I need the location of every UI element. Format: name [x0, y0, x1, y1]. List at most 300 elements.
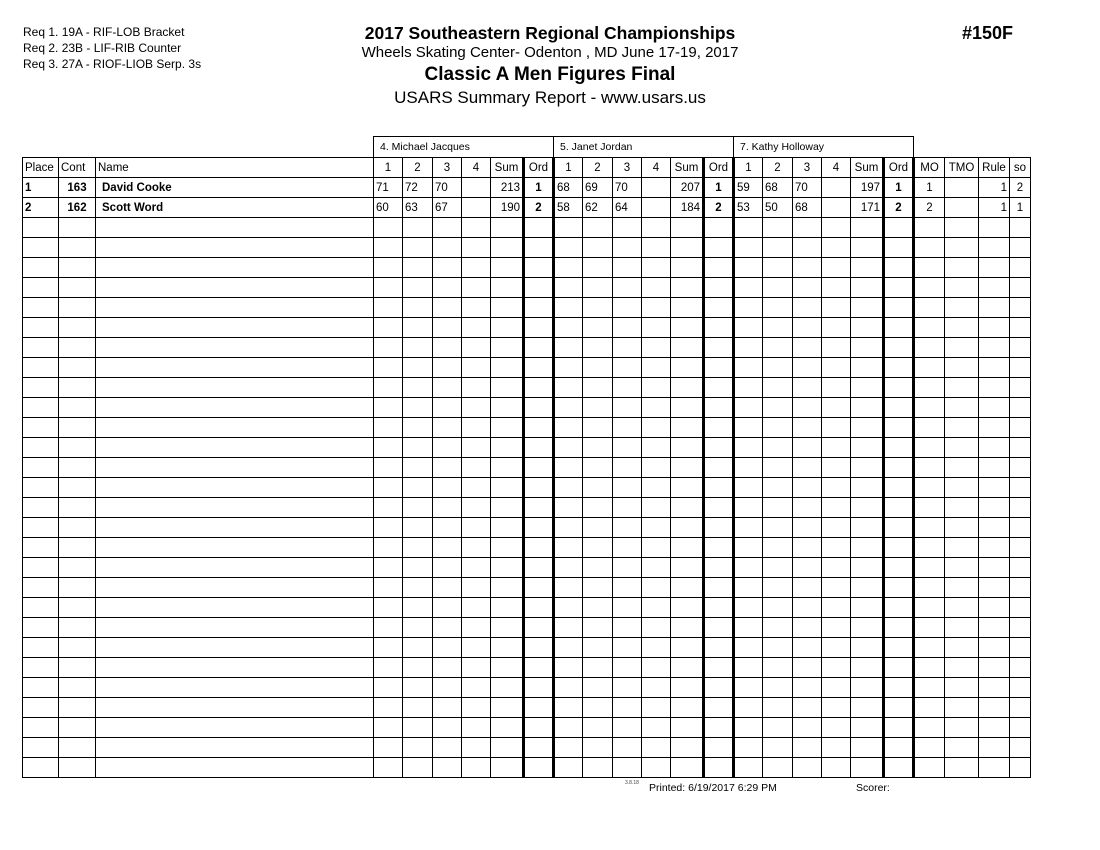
score-2-cell: [403, 658, 433, 678]
sum-cell: [491, 638, 524, 658]
so-cell: [1010, 498, 1031, 518]
score-2-cell: 63: [403, 198, 433, 218]
score-2-cell: [403, 318, 433, 338]
score-2-cell: [583, 478, 613, 498]
skater-name-cell: [96, 378, 374, 398]
judge-header-row: [23, 137, 1031, 158]
ordinal-cell: [884, 698, 914, 718]
score-3-cell: [793, 538, 822, 558]
score-1-cell: 58: [554, 198, 583, 218]
tmo-cell: [945, 658, 979, 678]
ordinal-cell: [524, 578, 554, 598]
cont-cell: [59, 678, 96, 698]
mo-cell: [914, 358, 945, 378]
skater-name-cell: [96, 278, 374, 298]
ordinal-cell: [524, 238, 554, 258]
score-3-cell: [433, 618, 462, 638]
score-4-cell: [642, 238, 671, 258]
ordinal-cell: [704, 578, 734, 598]
score-4-cell: [642, 718, 671, 738]
score-2-cell: [583, 298, 613, 318]
score-1-cell: [374, 318, 403, 338]
ordinal-cell: [704, 758, 734, 778]
score-4-cell: [642, 178, 671, 198]
ordinal-cell: 2: [524, 198, 554, 218]
sum-cell: [851, 218, 884, 238]
score-2-cell: [763, 558, 793, 578]
score-1-cell: [734, 698, 763, 718]
mo-cell: 2: [914, 198, 945, 218]
col-so: so: [1010, 158, 1031, 178]
score-2-cell: [583, 638, 613, 658]
col-mo: MO: [914, 158, 945, 178]
col-tmo: TMO: [945, 158, 979, 178]
judge-name: 4. Michael Jacques: [374, 137, 554, 158]
score-4-cell: [822, 478, 851, 498]
score-3-cell: [613, 218, 642, 238]
ordinal-cell: [704, 718, 734, 738]
score-2-cell: [583, 258, 613, 278]
so-cell: [1010, 358, 1031, 378]
mo-cell: [914, 458, 945, 478]
skater-name-cell: [96, 498, 374, 518]
sum-cell: [491, 558, 524, 578]
sum-cell: [851, 438, 884, 458]
mo-cell: [914, 718, 945, 738]
score-2-cell: [403, 398, 433, 418]
place-cell: [23, 458, 59, 478]
tmo-cell: [945, 178, 979, 198]
tmo-cell: [945, 438, 979, 458]
score-3-cell: [433, 338, 462, 358]
col-j2-s1: 1: [554, 158, 583, 178]
rule-cell: [979, 378, 1010, 398]
col-j2-ord: Ord: [704, 158, 734, 178]
ordinal-cell: [524, 598, 554, 618]
skater-name-cell: [96, 358, 374, 378]
tmo-cell: [945, 258, 979, 278]
cont-cell: [59, 298, 96, 318]
score-2-cell: [763, 418, 793, 438]
col-j1-ord: Ord: [524, 158, 554, 178]
score-3-cell: 70: [433, 178, 462, 198]
score-4-cell: [822, 218, 851, 238]
score-2-cell: [763, 758, 793, 778]
ordinal-cell: [884, 438, 914, 458]
cont-cell: [59, 698, 96, 718]
score-3-cell: [433, 458, 462, 478]
score-1-cell: [374, 638, 403, 658]
score-4-cell: [462, 638, 491, 658]
rule-cell: [979, 298, 1010, 318]
score-3-cell: [793, 498, 822, 518]
score-3-cell: [613, 398, 642, 418]
ordinal-cell: [524, 738, 554, 758]
rule-cell: [979, 538, 1010, 558]
rule-cell: [979, 478, 1010, 498]
score-4-cell: [462, 278, 491, 298]
col-j1-s3: 3: [433, 158, 462, 178]
score-4-cell: [822, 198, 851, 218]
sum-cell: [491, 278, 524, 298]
score-1-cell: [554, 358, 583, 378]
cont-cell: [59, 378, 96, 398]
mo-cell: [914, 258, 945, 278]
score-4-cell: [822, 298, 851, 318]
sum-cell: [851, 578, 884, 598]
mo-cell: [914, 218, 945, 238]
ordinal-cell: [704, 738, 734, 758]
score-1-cell: [374, 738, 403, 758]
score-4-cell: [822, 398, 851, 418]
cont-cell: [59, 258, 96, 278]
sum-cell: [491, 718, 524, 738]
score-2-cell: [583, 358, 613, 378]
score-3-cell: [613, 578, 642, 598]
score-4-cell: [462, 218, 491, 238]
so-cell: [1010, 538, 1031, 558]
empty-row: [23, 578, 1031, 598]
sum-cell: [671, 738, 704, 758]
ordinal-cell: [704, 358, 734, 378]
score-4-cell: [822, 378, 851, 398]
score-4-cell: [462, 718, 491, 738]
score-2-cell: [583, 658, 613, 678]
mo-cell: [914, 398, 945, 418]
tmo-cell: [945, 318, 979, 338]
score-2-cell: [763, 378, 793, 398]
score-4-cell: [462, 418, 491, 438]
score-3-cell: [613, 698, 642, 718]
score-1-cell: [374, 438, 403, 458]
ordinal-cell: [524, 518, 554, 538]
score-2-cell: [403, 258, 433, 278]
score-2-cell: [403, 698, 433, 718]
so-cell: [1010, 378, 1031, 398]
skater-name-cell: [96, 758, 374, 778]
score-2-cell: [403, 458, 433, 478]
score-1-cell: [374, 538, 403, 558]
place-cell: [23, 358, 59, 378]
sum-cell: [851, 458, 884, 478]
sum-cell: [851, 398, 884, 418]
ordinal-cell: [884, 578, 914, 598]
score-4-cell: [462, 318, 491, 338]
empty-row: [23, 398, 1031, 418]
sum-cell: [671, 438, 704, 458]
score-4-cell: [642, 438, 671, 458]
score-1-cell: [554, 698, 583, 718]
sum-cell: [491, 698, 524, 718]
empty-row: [23, 318, 1031, 338]
score-4-cell: [642, 558, 671, 578]
mo-cell: [914, 758, 945, 778]
sum-cell: [491, 478, 524, 498]
score-1-cell: [554, 538, 583, 558]
sum-cell: [491, 758, 524, 778]
score-2-cell: [583, 218, 613, 238]
sum-cell: [491, 578, 524, 598]
mo-cell: [914, 738, 945, 758]
score-1-cell: [554, 718, 583, 738]
so-cell: [1010, 238, 1031, 258]
empty-row: [23, 458, 1031, 478]
place-cell: [23, 658, 59, 678]
sum-cell: [671, 398, 704, 418]
ordinal-cell: [704, 338, 734, 358]
so-cell: [1010, 338, 1031, 358]
empty-row: [23, 558, 1031, 578]
rule-cell: [979, 698, 1010, 718]
score-2-cell: [403, 758, 433, 778]
score-1-cell: [374, 718, 403, 738]
score-2-cell: [583, 418, 613, 438]
ordinal-cell: [524, 558, 554, 578]
sum-cell: [851, 418, 884, 438]
score-3-cell: [613, 338, 642, 358]
ordinal-cell: [884, 298, 914, 318]
score-3-cell: [793, 398, 822, 418]
required-figures-list: [23, 24, 201, 72]
col-j2-s3: 3: [613, 158, 642, 178]
score-4-cell: [822, 718, 851, 738]
ordinal-cell: 1: [524, 178, 554, 198]
sum-cell: [671, 258, 704, 278]
score-3-cell: [793, 238, 822, 258]
score-2-cell: [763, 438, 793, 458]
so-cell: [1010, 278, 1031, 298]
sum-cell: 213: [491, 178, 524, 198]
score-2-cell: [403, 718, 433, 738]
ordinal-cell: [884, 238, 914, 258]
sum-cell: [851, 538, 884, 558]
score-2-cell: [403, 378, 433, 398]
score-2-cell: [583, 538, 613, 558]
ordinal-cell: [884, 338, 914, 358]
ordinal-cell: [524, 678, 554, 698]
sum-cell: [671, 638, 704, 658]
score-1-cell: [734, 538, 763, 558]
score-1-cell: [734, 618, 763, 638]
score-1-cell: [554, 318, 583, 338]
score-1-cell: [734, 358, 763, 378]
sum-cell: [671, 538, 704, 558]
so-cell: [1010, 398, 1031, 418]
sum-cell: [851, 238, 884, 258]
so-cell: [1010, 318, 1031, 338]
empty-row: [23, 278, 1031, 298]
score-4-cell: [642, 538, 671, 558]
empty-row: [23, 338, 1031, 358]
judge-name: 5. Janet Jordan: [554, 137, 734, 158]
score-4-cell: [642, 478, 671, 498]
cont-cell: [59, 638, 96, 658]
tmo-cell: [945, 558, 979, 578]
so-cell: [1010, 438, 1031, 458]
score-1-cell: [554, 298, 583, 318]
score-2-cell: [403, 518, 433, 538]
col-j3-s1: 1: [734, 158, 763, 178]
score-1-cell: [734, 278, 763, 298]
mo-cell: [914, 298, 945, 318]
score-4-cell: [462, 578, 491, 598]
score-4-cell: [642, 738, 671, 758]
mo-cell: [914, 438, 945, 458]
score-1-cell: [374, 398, 403, 418]
ordinal-cell: [704, 638, 734, 658]
score-4-cell: [642, 598, 671, 618]
skater-name-cell: [96, 338, 374, 358]
score-1-cell: [374, 358, 403, 378]
score-4-cell: [822, 518, 851, 538]
tmo-cell: [945, 298, 979, 318]
tmo-cell: [945, 218, 979, 238]
mo-cell: [914, 378, 945, 398]
score-4-cell: [642, 378, 671, 398]
empty-row: [23, 718, 1031, 738]
score-3-cell: 70: [613, 178, 642, 198]
ordinal-cell: [704, 538, 734, 558]
ordinal-cell: [884, 318, 914, 338]
score-2-cell: [763, 218, 793, 238]
score-2-cell: [583, 338, 613, 358]
score-4-cell: [462, 498, 491, 518]
skater-name-cell: [96, 618, 374, 638]
empty-row: [23, 498, 1031, 518]
cont-cell: [59, 278, 96, 298]
so-cell: [1010, 218, 1031, 238]
score-1-cell: [374, 518, 403, 538]
sum-cell: [851, 478, 884, 498]
sum-cell: [491, 358, 524, 378]
score-1-cell: [554, 658, 583, 678]
score-1-cell: [374, 578, 403, 598]
score-4-cell: [822, 318, 851, 338]
so-cell: [1010, 718, 1031, 738]
ordinal-cell: [524, 358, 554, 378]
score-1-cell: 59: [734, 178, 763, 198]
score-2-cell: [403, 218, 433, 238]
score-3-cell: [613, 738, 642, 758]
mo-cell: 1: [914, 178, 945, 198]
score-4-cell: [822, 638, 851, 658]
ordinal-cell: [884, 618, 914, 638]
sum-cell: [491, 678, 524, 698]
score-1-cell: [374, 758, 403, 778]
col-j2-s2: 2: [583, 158, 613, 178]
score-3-cell: [433, 418, 462, 438]
score-4-cell: [462, 198, 491, 218]
score-2-cell: [583, 698, 613, 718]
score-1-cell: [554, 618, 583, 638]
score-2-cell: [583, 518, 613, 538]
place-cell: [23, 598, 59, 618]
score-4-cell: [642, 278, 671, 298]
empty-row: [23, 438, 1031, 458]
score-4-cell: [642, 258, 671, 278]
sum-cell: [851, 638, 884, 658]
score-2-cell: 68: [763, 178, 793, 198]
score-2-cell: [403, 738, 433, 758]
score-3-cell: [613, 458, 642, 478]
col-name: Name: [96, 158, 374, 178]
score-1-cell: [554, 478, 583, 498]
so-cell: [1010, 678, 1031, 698]
skater-name-cell: [96, 658, 374, 678]
sum-cell: [491, 378, 524, 398]
rule-cell: [979, 278, 1010, 298]
rule-cell: [979, 758, 1010, 778]
rule-cell: [979, 338, 1010, 358]
score-3-cell: [793, 758, 822, 778]
score-4-cell: [822, 558, 851, 578]
score-4-cell: [642, 578, 671, 598]
score-2-cell: [763, 258, 793, 278]
score-3-cell: [433, 438, 462, 458]
place-cell: [23, 378, 59, 398]
score-3-cell: [793, 678, 822, 698]
mo-cell: [914, 658, 945, 678]
sum-cell: [671, 558, 704, 578]
sum-cell: [671, 598, 704, 618]
skater-name-cell: [96, 438, 374, 458]
score-2-cell: [763, 458, 793, 478]
place-cell: [23, 318, 59, 338]
score-4-cell: [642, 678, 671, 698]
cont-cell: [59, 738, 96, 758]
score-2-cell: [583, 238, 613, 258]
score-3-cell: [433, 538, 462, 558]
cont-cell: [59, 418, 96, 438]
ordinal-cell: [524, 378, 554, 398]
tmo-cell: [945, 698, 979, 718]
report-header: [250, 22, 850, 109]
rule-cell: [979, 238, 1010, 258]
column-header-row: [23, 158, 1031, 178]
empty-row: [23, 478, 1031, 498]
score-4-cell: [642, 498, 671, 518]
score-4-cell: [462, 258, 491, 278]
sum-cell: [671, 418, 704, 438]
sum-cell: [851, 518, 884, 538]
ordinal-cell: [884, 718, 914, 738]
cont-cell: [59, 478, 96, 498]
sum-cell: [491, 598, 524, 618]
sum-cell: [851, 738, 884, 758]
score-4-cell: [462, 738, 491, 758]
empty-row: [23, 758, 1031, 778]
skater-name-cell: [96, 478, 374, 498]
cont-cell: [59, 618, 96, 638]
score-4-cell: [462, 618, 491, 638]
score-2-cell: [403, 358, 433, 378]
cont-cell: [59, 558, 96, 578]
score-3-cell: [793, 278, 822, 298]
score-3-cell: [793, 478, 822, 498]
sum-cell: [491, 738, 524, 758]
score-2-cell: [403, 338, 433, 358]
mo-cell: [914, 638, 945, 658]
empty-row: [23, 618, 1031, 638]
skater-name-cell: [96, 678, 374, 698]
score-1-cell: [374, 498, 403, 518]
score-4-cell: [642, 638, 671, 658]
score-2-cell: [403, 298, 433, 318]
score-4-cell: [462, 478, 491, 498]
score-2-cell: [403, 498, 433, 518]
score-1-cell: [554, 678, 583, 698]
score-1-cell: [554, 738, 583, 758]
